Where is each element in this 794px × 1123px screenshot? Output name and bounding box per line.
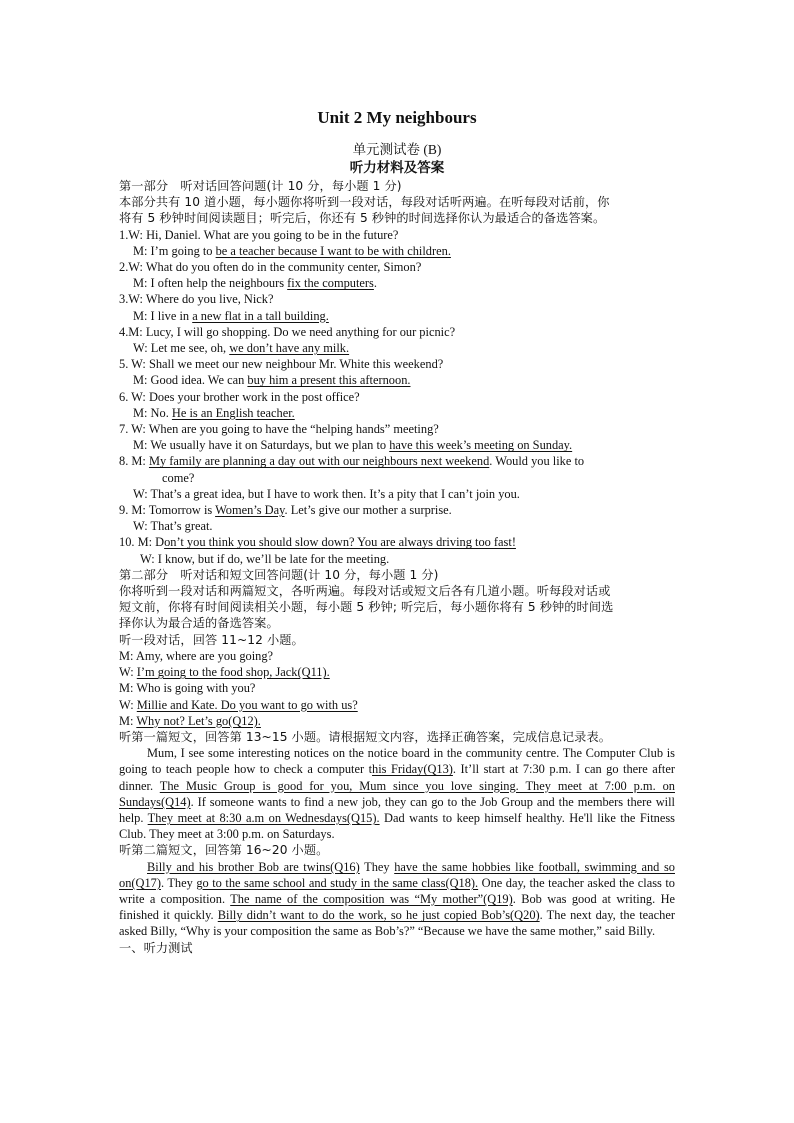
q3-answer-key: a new flat in a tall building. [192, 308, 329, 323]
q19-answer-key: The name of the composition was “My mother”(Q19) [230, 891, 513, 906]
q3-answer: M: I live in a new flat in a tall building. [133, 308, 329, 323]
q17-answer-key: have the same hobbies like football, swimming and so on(Q17) [119, 859, 675, 890]
q6-question: 6. W: Does your brother work in the post office? [119, 389, 360, 404]
test-subtitle: 单元测试卷 (B) [352, 142, 442, 157]
q9-answer: W: That’s great. [133, 519, 213, 534]
q3-question: 3.W: Where do you live, Nick? [119, 292, 274, 307]
page-title: Unit 2 My neighbours [317, 108, 477, 127]
q14-answer-key: The Music Group is good for you, Mum since you love singing. They meet at 7:00 p.m. on Sundays(Q14) [119, 778, 675, 809]
section-footer-heading: 一、听力测试 [119, 940, 193, 955]
part2-intro-line3: 择你认为最合适的备选答案。 [119, 616, 279, 631]
q8-answer: W: That’s a great idea, but I have to work then. It’s a pity that I can’t join you. [133, 486, 520, 501]
dialogue-heading: 听一段对话，回答 11~12 小题。 [119, 632, 304, 647]
q11-answer-key: I’m going to the food shop, Jack(Q11). [136, 665, 330, 680]
q1-answer-key: be a teacher because I want to be with children. [215, 243, 451, 258]
part2-intro-line1: 你将听到一段对话和两篇短文，各听两遍。每段对话或短文后各有几道小题。听每段对话或 [119, 584, 611, 599]
part2-intro-line2: 短文前，你将有时间阅读相关小题，每小题 5 秒钟; 听完后，每小题你将有 5 秒钟的时间选 [119, 600, 614, 615]
q9-answer-key: Women’s Day [215, 503, 285, 518]
dialogue-line-1: M: Amy, where are you going? [119, 648, 274, 663]
passage2-heading: 听第二篇短文，回答第 16~20 小题。 [119, 843, 329, 858]
q10-answer: W: I know, but if do, we’ll be late for the meeting. [140, 551, 390, 566]
q8-answer-key: My family are planning a day out with our neighbours next weekend [148, 454, 490, 469]
q1-question: 1.W: Hi, Daniel. What are you going to be in the future? [119, 227, 399, 242]
q8-question-continued: come? [162, 470, 195, 485]
dialogue-line-3: M: Who is going with you? [119, 681, 256, 696]
passage2-text: Billy and his brother Bob are twins(Q16) They have the same hobbies like football, swimming and so on(Q17). They go to the same school and study in the same class(Q18). One day, the teacher asked the class to write a composition. The name of the composition was “My mother”(Q19). Bob was good at writing. He finished it quickly. Billy didn’t want to do the work, so he just copied Bob’s(Q20). The next day, the teacher asked Billy, “Why is your composition the same as Bob’s?” “Because we have the same mother,” said Billy. [119, 859, 676, 939]
q16-answer-key: Billy and his brother Bob are twins(Q16) [147, 859, 360, 874]
q5-answer-key: buy him a present this afternoon. [247, 373, 411, 388]
q4-question: 4.M: Lucy, I will go shopping. Do we need anything for our picnic? [119, 324, 456, 339]
q7-question: 7. W: When are you going to have the “helping hands” meeting? [119, 422, 439, 437]
passage1-text: Mum, I see some interesting notices on the notice board in the community centre. The Computer Club is going to teach people how to check a computer this Friday(Q13). It’ll start at 7:30 p.m. I can go there after dinner. The Music Group is good for you, Mum since you love singing. They meet at 7:00 p.m. on Sundays(Q14). If someone wants to find a new job, they can go to the Job Group and the members there will help. They meet at 8:30 a.m on Wednesdays(Q15). Dad wants to keep himself healthy. He'll like the Fitness Club. They meet at 3:00 p.m. on Saturdays. [119, 746, 675, 842]
q5-answer: M: Good idea. We can buy him a present this afternoon. [133, 373, 411, 388]
part1-intro-line1: 本部分共有 10 道小题，每小题你将听到一段对话，每段对话听两遍。在听每段对话前，你 [119, 195, 610, 210]
q8-question: 8. M: My family are planning a day out with our neighbours next weekend. Would you like to [119, 454, 585, 469]
q10-answer-key: on’t you think you should slow down? You are always driving too fast! [164, 535, 516, 550]
q9-question: 9. M: Tomorrow is Women’s Day. Let’s give our mother a surprise. [119, 503, 452, 518]
q4-answer-key: we don’t have any milk. [229, 341, 350, 356]
materials-subtitle: 听力材料及答案 [349, 160, 445, 175]
q13-answer-key: his Friday(Q13) [372, 762, 453, 777]
q20-answer-key: Billy didn’t want to do the work, so he just copied Bob’s(Q20) [217, 908, 540, 923]
passage1-heading: 听第一篇短文，回答第 13~15 小题。请根据短文内容，选择正确答案，完成信息记录表。 [119, 729, 612, 744]
document-body [119, 108, 675, 956]
dialogue-underlined-reply: Millie and Kate. Do you want to go with us? [136, 697, 358, 712]
dialogue-line-2: W: I’m going to the food shop, Jack(Q11). [119, 665, 330, 680]
part1-heading: 第一部分 听对话回答问题(计 10 分，每小题 1 分) [119, 179, 402, 193]
q2-answer: M: I often help the neighbours fix the computers. [133, 276, 377, 291]
q2-answer-key: fix the computers [287, 276, 374, 291]
q7-answer: M: We usually have it on Saturdays, but we plan to have this week’s meeting on Sunday. [133, 438, 573, 453]
q5-question: 5. W: Shall we meet our new neighbour Mr. White this weekend? [119, 357, 444, 372]
q2-question: 2.W: What do you often do in the community center, Simon? [119, 260, 422, 275]
dialogue-line-4: W: Millie and Kate. Do you want to go with us? [119, 697, 358, 712]
q12-answer-key: Why not? Let’s go(Q12). [136, 713, 261, 728]
q6-answer-key: He is an English teacher. [171, 405, 295, 420]
q18-answer-key: go to the same school and study in the same class(Q18). [196, 875, 479, 890]
q10-question: 10. M: Don’t you think you should slow down? You are always driving too fast! [119, 535, 516, 550]
q4-answer: W: Let me see, oh, we don’t have any milk. [133, 341, 350, 356]
q6-answer: M: No. He is an English teacher. [133, 405, 295, 420]
dialogue-line-5: M: Why not? Let’s go(Q12). [119, 713, 261, 728]
q7-answer-key: have this week’s meeting on Sunday. [389, 438, 573, 453]
part1-intro-line2: 将有 5 秒钟时间阅读题目；听完后，你还有 5 秒钟的时间选择你认为最适合的备选答案。 [119, 211, 606, 226]
q1-answer: M: I’m going to be a teacher because I want to be with children. [133, 243, 451, 258]
q15-answer-key: They meet at 8:30 a.m on Wednesdays(Q15). [147, 810, 380, 825]
part2-heading: 第二部分 听对话和短文回答问题(计 10 分，每小题 1 分) [119, 567, 439, 582]
